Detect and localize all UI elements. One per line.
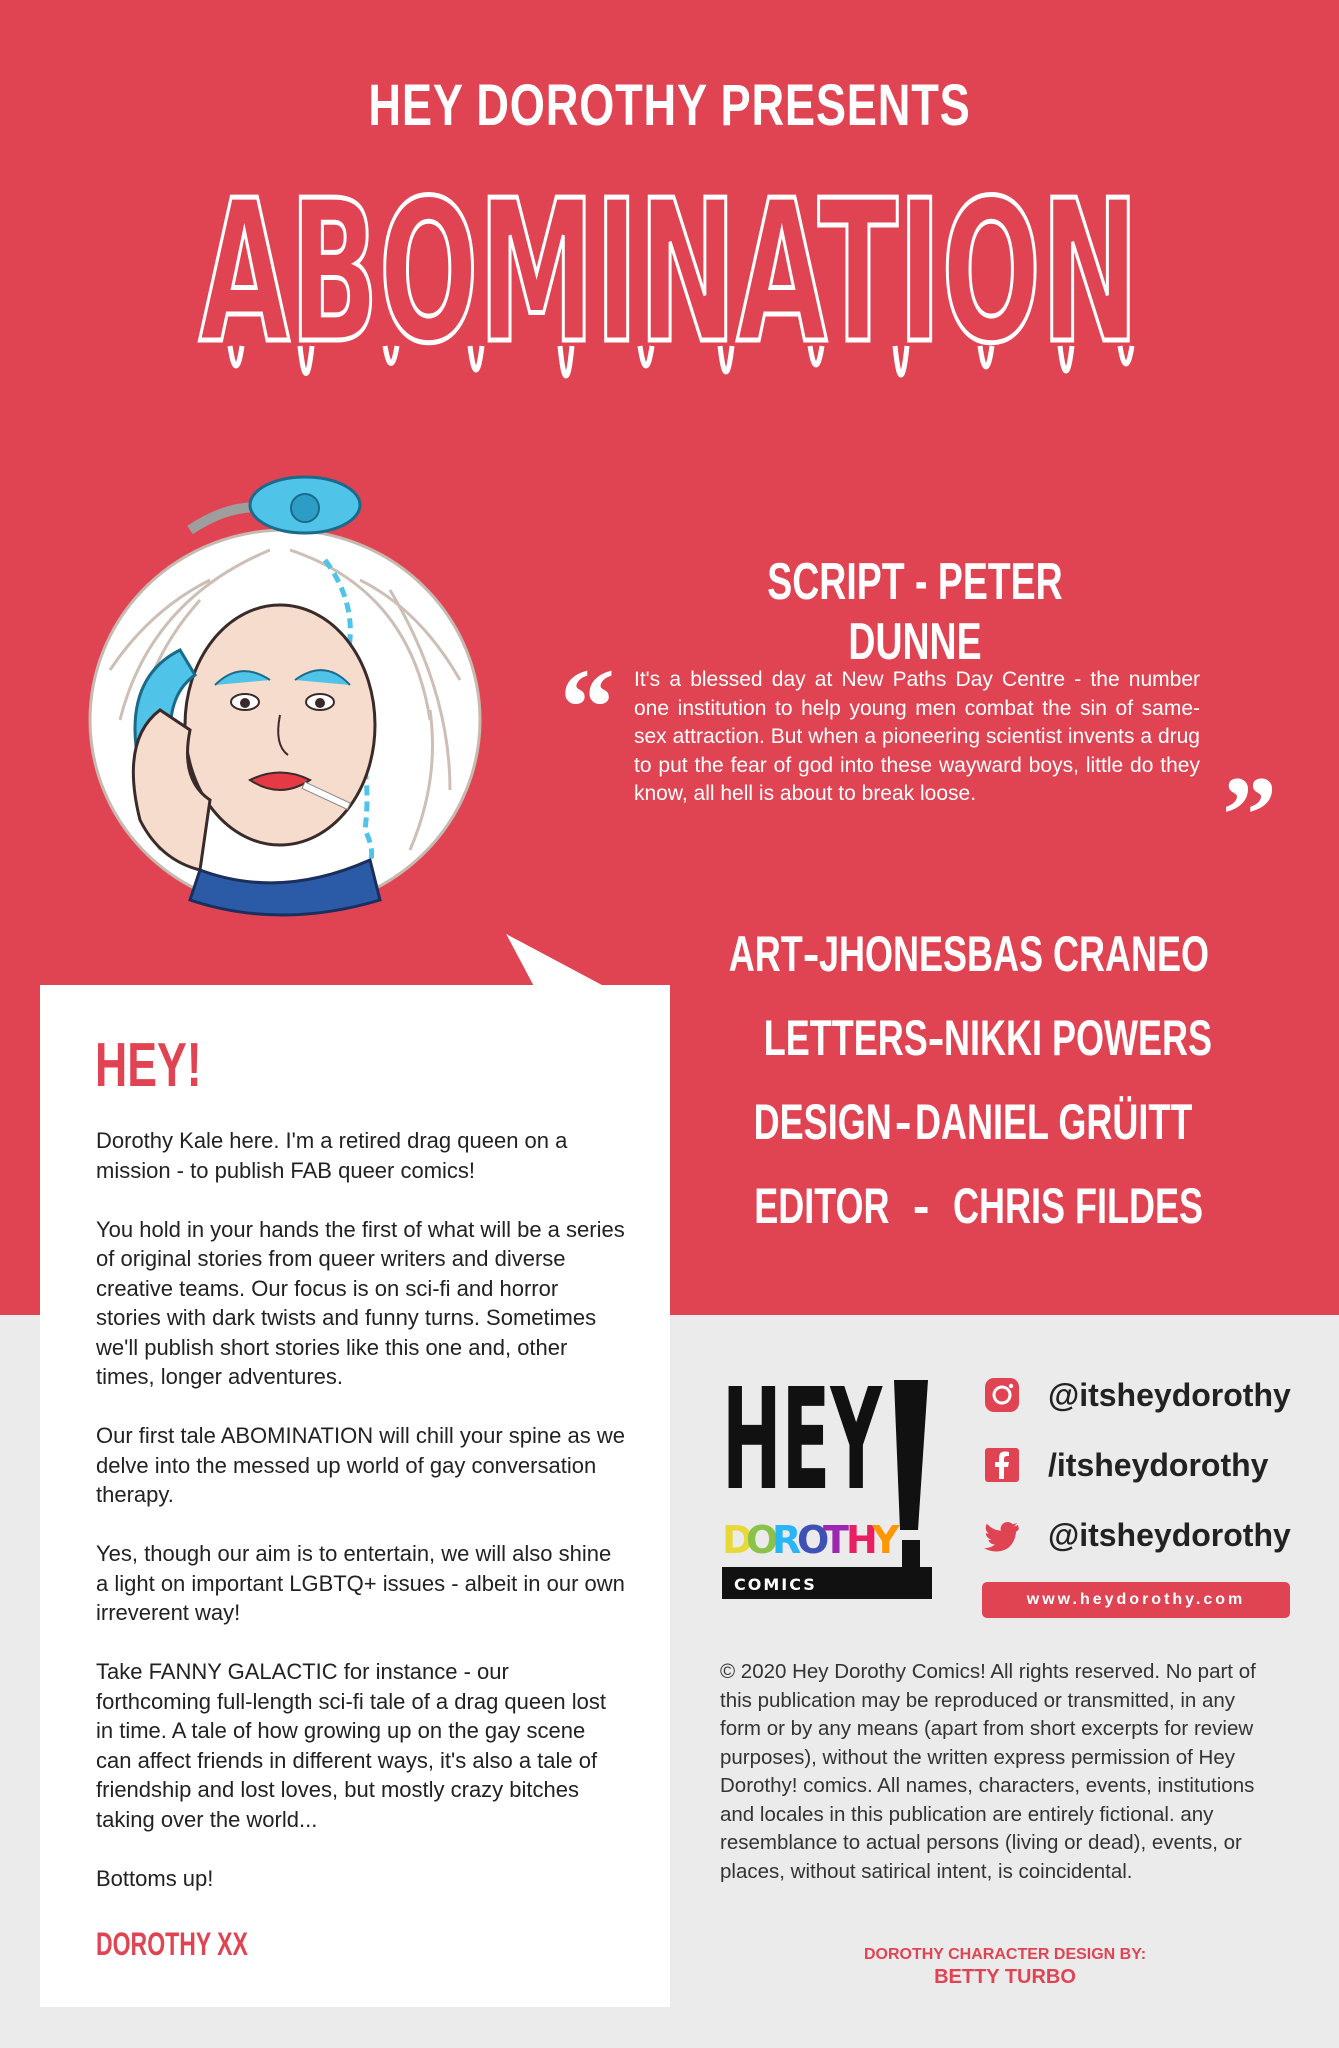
logo-dorothy xyxy=(722,1518,900,1562)
credit-row-editor xyxy=(700,1164,1300,1248)
character-design-name: BETTY TURBO xyxy=(934,1966,1076,1988)
copyright-notice: © 2020 Hey Dorothy Comics! All rights reserved. No part of this publication may be reproduced or transmitted, in any form or by any means (apart from short excerpts for review purposes), without the written express permission of Hey Dorothy! comics. All names, characters, events, institutions and locales in this publication are entirely fictional. any resemblance to actual persons (living or dead), events, or places, without satirical intent, is coincidental. xyxy=(720,1660,1256,1883)
svg-text:T: T xyxy=(823,1518,849,1562)
social-row-instagram[interactable] xyxy=(980,1360,1300,1430)
credit-row-design xyxy=(700,1080,1300,1164)
dorothy-portrait xyxy=(80,470,480,920)
twitter-icon xyxy=(980,1513,1024,1557)
logo-hey: HEY xyxy=(722,1359,883,1522)
letter-paragraph: Dorothy Kale here. I'm a retired drag queen on a mission - to publish FAB queer comics! xyxy=(96,1128,568,1183)
credit-row-art xyxy=(700,912,1300,996)
credit-dash: - xyxy=(912,1178,930,1234)
instagram-icon xyxy=(980,1373,1024,1417)
credit-name: DANIEL GRÜITT xyxy=(914,1094,1193,1150)
letter-signoff: DOROTHY XX xyxy=(96,1926,248,1962)
website-link[interactable]: www.heydorothy.com xyxy=(982,1582,1290,1618)
close-quote-mark: ” xyxy=(1222,754,1277,876)
letter-paragraph: Bottoms up! xyxy=(96,1865,214,1891)
title-text: ABOMINATION xyxy=(199,159,1139,387)
letter-paragraph: Our first tale ABOMINATION will chill your spine as we delve into the messed up world of gay conversation therapy. xyxy=(96,1423,625,1507)
credit-name: JHONESBAS CRANEO xyxy=(819,926,1210,982)
letter-paragraph: You hold in your hands the first of what will be a series of original stories from queer writers and diverse creative teams. Our focus is on sci-fi and horror stories with dark twists and funny turns. Sometimes we'll publish short stories like this one and, other times, longer adventures. xyxy=(96,1216,625,1389)
credit-role: ART xyxy=(728,926,803,982)
credits-list xyxy=(700,912,1300,1248)
character-design-label: DOROTHY CHARACTER DESIGN BY: xyxy=(863,1946,1147,1963)
letter-paragraph: Take FANNY GALACTIC for instance - our forthcoming full-length sci-fi tale of a drag queen lost in time. A tale of how growing up on the gay scene can affect friends in different ways, it's also a tale of friendship and lost loves, but mostly crazy bitches taking over the world... xyxy=(96,1659,606,1832)
facebook-icon xyxy=(980,1443,1024,1487)
facebook-handle: /itsheydorothy xyxy=(1048,1446,1269,1483)
svg-text:D: D xyxy=(722,1518,754,1562)
letter-paragraph: Yes, though our aim is to entertain, we will also shine a light on important LGBTQ+ issues - albeit in our own irreverent way! xyxy=(96,1541,625,1625)
instagram-handle: @itsheydorothy xyxy=(1048,1376,1291,1413)
logo-comics: COMICS xyxy=(734,1575,817,1594)
telephone-base xyxy=(250,477,360,533)
letter-body xyxy=(96,1126,626,1923)
letter-heading: HEY! xyxy=(95,1031,202,1100)
credit-dash: - xyxy=(802,926,820,982)
presents-heading: HEY DOROTHY PRESENTS xyxy=(368,73,971,138)
credit-role: LETTERS xyxy=(763,1010,928,1066)
credit-dash: - xyxy=(927,1010,945,1066)
social-links xyxy=(980,1360,1300,1570)
title-abomination xyxy=(0,150,1339,410)
credit-dash: - xyxy=(894,1094,912,1150)
social-row-twitter[interactable] xyxy=(980,1500,1300,1570)
svg-text:R: R xyxy=(772,1518,802,1562)
credit-name: NIKKI POWERS xyxy=(944,1010,1213,1066)
credit-role: EDITOR xyxy=(754,1178,890,1234)
svg-text:O: O xyxy=(746,1518,779,1562)
credit-row-letters xyxy=(700,996,1300,1080)
credit-role: DESIGN xyxy=(753,1094,892,1150)
svg-text:O: O xyxy=(797,1518,830,1562)
social-row-facebook[interactable] xyxy=(980,1430,1300,1500)
open-quote-mark: “ xyxy=(560,646,615,768)
svg-text:H: H xyxy=(846,1518,878,1562)
script-credit: SCRIPT - PETER DUNNE xyxy=(767,553,1063,671)
synopsis-text: It's a blessed day at New Paths Day Centre - the number one institution to help young men combat the sin of same-sex attraction. But when a pioneering scientist invents a drug to put the fear of god into these wayward boys, little do they know, all hell is about to break loose. xyxy=(634,668,1200,805)
svg-text:Y: Y xyxy=(872,1518,900,1562)
twitter-handle: @itsheydorothy xyxy=(1048,1516,1291,1553)
credit-name: CHRIS FILDES xyxy=(952,1178,1203,1234)
hey-dorothy-comics-logo xyxy=(722,1359,932,1620)
